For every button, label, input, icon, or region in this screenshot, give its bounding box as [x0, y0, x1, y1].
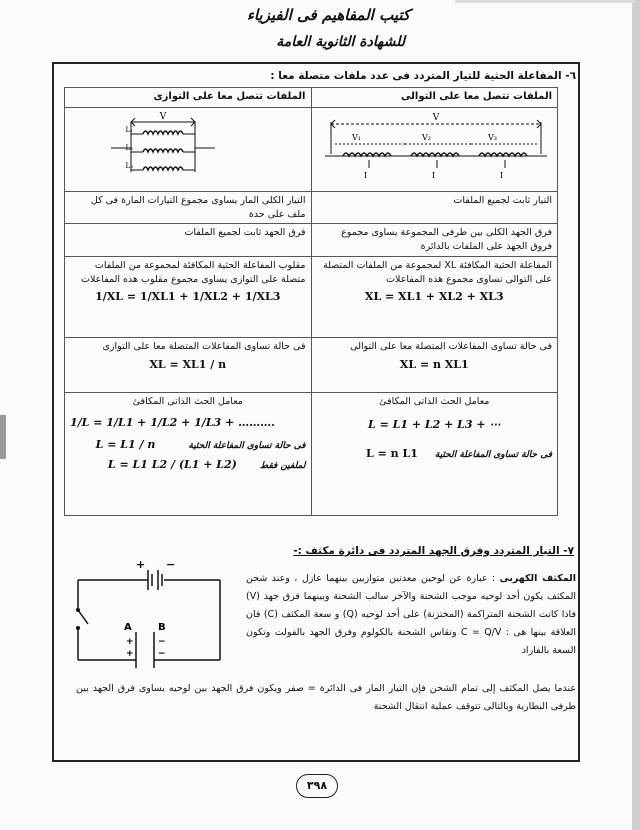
- row4-series-text: فى حالة تساوى المفاعلات المتصلة معا على التوالى: [350, 340, 552, 352]
- capacitor-definition: [246, 570, 576, 660]
- series-reactance-formula: XL = XL1 + XL2 + XL3: [364, 290, 504, 304]
- label-l3: L₃: [125, 162, 133, 170]
- frame-left: [52, 62, 54, 762]
- header-parallel: الملفات تتصل معا على التوازى: [65, 88, 312, 108]
- parallel-equal-note: فى حالة تساوى المفاعلة الحثية: [188, 440, 306, 451]
- frame-top: [52, 62, 580, 64]
- parallel-reactance-formula: 1/XL = 1/XL1 + 1/XL2 + 1/XL3: [95, 290, 281, 304]
- row5-series-cell: [311, 392, 558, 515]
- series-inductance-formula: L = L1 + L2 + L3 + ⋯: [368, 417, 501, 431]
- row5-parallel-text: معامل الحث الذاتى المكافئ: [132, 395, 243, 407]
- series-diagram-cell: [311, 108, 558, 192]
- table-row: [65, 392, 558, 515]
- row5-series-text: معامل الحث الذاتى المكافئ: [379, 395, 490, 407]
- parallel-diagram-cell: [65, 108, 312, 192]
- charging-note: عندما يصل المكثف إلى تمام الشحن فإن التيار المار فى الدائرة = صفر ويكون فرق الجهد بين لوحيه يساوى فرق الجهد بين طرفى البطارية وبالتالى تتوقف عملية انتقال الشحنة: [76, 683, 576, 713]
- top-shadow: [455, 0, 635, 3]
- table-row: [65, 337, 558, 392]
- label-v: V: [432, 113, 440, 123]
- book-subtitle: للشهادة الثانوية العامة: [276, 34, 405, 50]
- table-header-row: [65, 88, 558, 108]
- label-v3: V₃: [488, 133, 497, 142]
- two-coils-note: لملفين فقط: [259, 460, 306, 471]
- plate-b-charge: −: [158, 637, 166, 647]
- plate-a-charge: +: [126, 637, 134, 647]
- header-series: الملفات تتصل معا على التوالى: [311, 88, 558, 108]
- series-equal-formula: XL = n XL1: [399, 357, 469, 371]
- series-coils-diagram: [313, 108, 557, 186]
- label-i-2: I: [431, 171, 435, 180]
- label-l2: L₂: [125, 144, 133, 152]
- label-l1: L₁: [125, 126, 133, 134]
- section7-heading: ٧- التيار المتردد وفرق الجهد المتردد فى دائرة مكثف :-: [293, 545, 574, 557]
- label-v1: V₁: [352, 133, 361, 142]
- parallel-inductance-formula: 1/L = 1/L1 + 1/L2 + 1/L3 + ……….: [70, 415, 275, 429]
- scroll-mark: [0, 415, 6, 459]
- row4-series-cell: [311, 337, 558, 392]
- series-equal-note: فى حالة تساوى المفاعلة الحثية: [434, 449, 552, 460]
- row4-parallel-text: فى حالة تساوى المفاعلات المتصلة معا على التوازى: [102, 340, 306, 352]
- row5-parallel-cell: [65, 392, 312, 515]
- row2-parallel: فرق الجهد ثابت لجميع الملفات: [65, 224, 312, 257]
- two-coils-formula: L = L1 L2 / (L1 + L2): [107, 457, 237, 471]
- table-row: [65, 191, 558, 224]
- diagram-row: [65, 108, 558, 192]
- comparison-table: [64, 87, 558, 516]
- plate-b-charge: −: [158, 649, 166, 659]
- parallel-equal-formula: XL = XL1 / n: [149, 357, 227, 371]
- row3-series-text: المفاعلة الحثية المكافئة XL لمجموعة من الملفات المتصلة على التوالى تساوى مجموع هذه المفاعلات: [323, 259, 552, 285]
- capacitor-circuit-diagram: [70, 560, 230, 670]
- capacitor-keyword: المكثف الكهربى: [499, 573, 576, 584]
- label-v2: V₂: [422, 133, 431, 142]
- book-title: كتيب المفاهيم فى الفيزياء: [246, 6, 410, 24]
- table-row: [65, 256, 558, 337]
- frame-bottom: [52, 760, 580, 762]
- battery-minus: −: [166, 560, 176, 571]
- row3-series-cell: [311, 256, 558, 337]
- plate-a-charge: +: [126, 649, 134, 659]
- page-number: ٣٩٨: [296, 774, 338, 798]
- right-edge-strip: [632, 0, 640, 830]
- row3-parallel-text: مقلوب المفاعلة الحثية المكافئة لمجموعة من الملفات متصلة على التوازى يساوى مجموع مقلوب هذه المفاعلات: [81, 259, 306, 285]
- capacitor-definition-text: : عبارة عن لوحين معدنين متوازيين بينهما عازل ، وعند شحن المكثف يكون أحد لوحيه موجب الشحنة والآخر سالب الشحنة وبينهما فرق جهد (V) فاذا كانت الشحنة المتراكمة (المختزنة) على أحد لوحيه (Q) و سعة المكثف (C) فان العلاقة بينها هى : C = Q/V وتقاس الشحنة بالكولوم وفرق الجهد بالفولت وتكون السعة بالفاراد: [246, 573, 577, 657]
- series-equal-inductance: L = n L1: [366, 446, 418, 460]
- row2-series: فرق الجهد الكلى بين طرفى المجموعة يساوى مجموع فروق الجهد على الملفات بالدائرة: [311, 224, 558, 257]
- table-row: [65, 224, 558, 257]
- parallel-coils-diagram: [67, 108, 311, 186]
- plate-b-label: B: [158, 622, 166, 633]
- label-v-parallel: V: [159, 112, 166, 122]
- plate-a-label: A: [124, 622, 132, 633]
- battery-plus: +: [136, 560, 146, 571]
- parallel-equal-inductance: L = L1 / n: [95, 437, 156, 451]
- row1-series: التيار ثابت لجميع الملفات: [311, 191, 558, 224]
- row1-parallel: التيار الكلى المار يساوى مجموع التيارات المارة فى كل ملف على حدة: [65, 191, 312, 224]
- label-i-3: I: [499, 171, 503, 180]
- row4-parallel-cell: [65, 337, 312, 392]
- frame-right: [578, 62, 580, 762]
- row3-parallel-cell: [65, 256, 312, 337]
- section6-heading: ٦- المفاعلة الحثية للتيار المتردد فى عدد ملفات متصلة معا :: [270, 70, 576, 82]
- label-i-1: I: [363, 171, 367, 180]
